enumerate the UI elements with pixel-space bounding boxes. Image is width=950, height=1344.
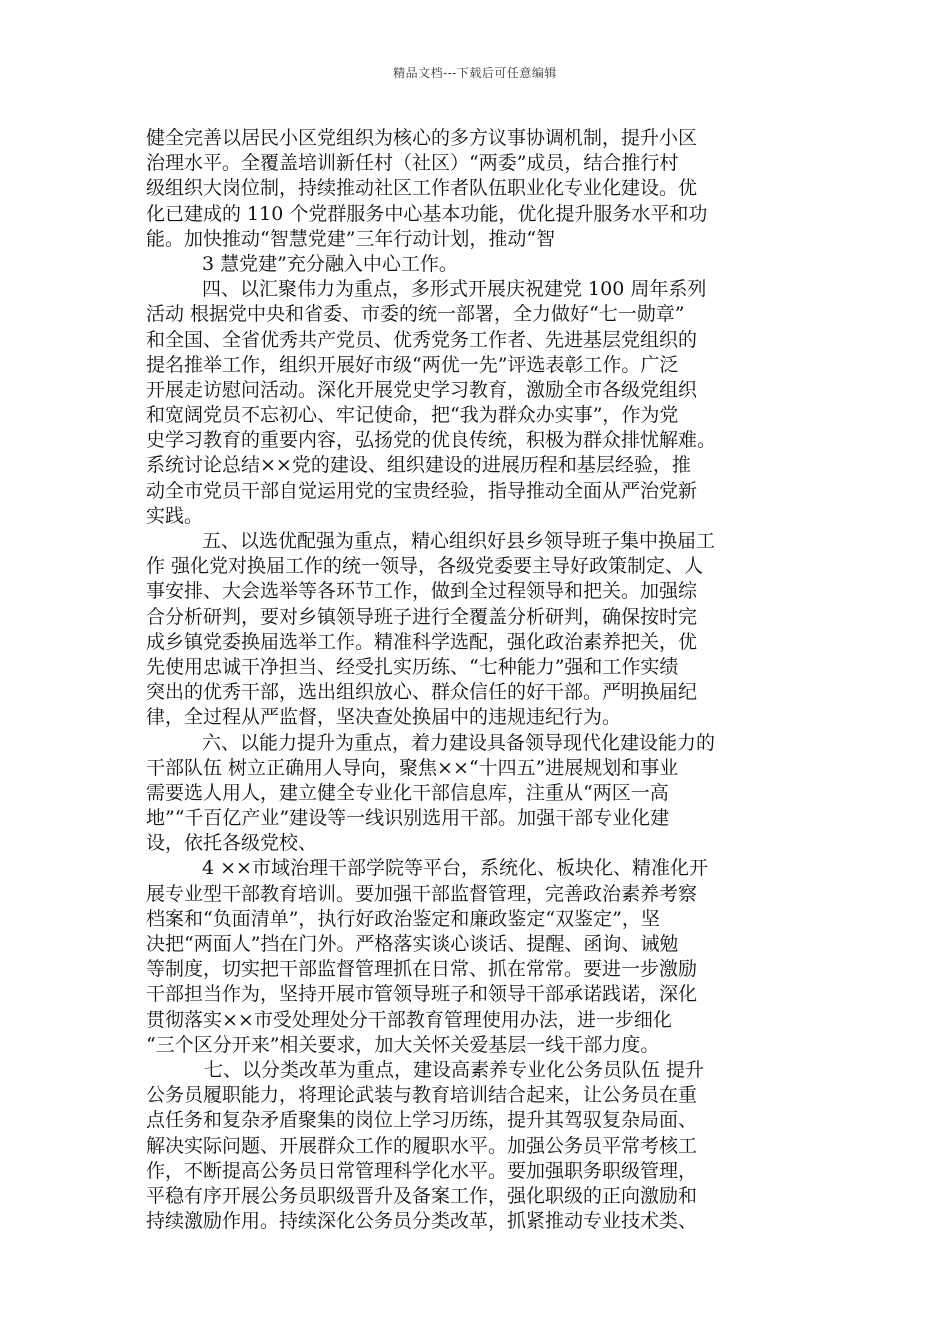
text-line: 治理水平。全覆盖培训新任村（社区）“两委”成员，结合推行村	[146, 152, 679, 175]
text-line: 展专业型干部教育培训。要加强干部监督管理，完善政治素养考察	[146, 882, 698, 905]
text-line: 干部队伍 树立正确用人导向，聚焦××“十四五”进展规划和事业	[146, 756, 679, 779]
text-line: 级组织大岗位制，持续推动社区工作者队伍职业化专业化建设。优	[146, 177, 698, 200]
section-heading-line: 七、以分类改革为重点，建设高素养专业化公务员队伍 提升	[204, 1058, 705, 1081]
text-line: 解决实际问题、开展群众工作的履职水平。加强公务员平常考核工	[146, 1134, 698, 1157]
section-heading-line: 四、以汇聚伟力为重点，多形式开展庆祝建党 100 周年系列	[202, 278, 707, 301]
text-line: “三个区分开来”相关要求，加大关怀关爱基层一线干部力度。	[146, 1033, 660, 1056]
text-line: 活动 根据党中央和省委、市委的统一部署，全力做好“七一勋章”	[146, 303, 685, 326]
text-line: 能。加快推动“智慧党建”三年行动计划，推动“智	[146, 227, 556, 250]
text-line: 作，不断提高公务员日常管理科学化水平。要加强职务职级管理，	[146, 1159, 698, 1182]
text-line: 动全市党员干部自觉运用党的宝贵经验，指导推动全面从严治党新	[146, 479, 698, 502]
text-line: 先使用忠诚干净担当、经受扎实历练、“七种能力”强和工作实绩	[146, 655, 679, 678]
text-line: 合分析研判，要对乡镇领导班子进行全覆盖分析研判，确保按时完	[146, 605, 698, 628]
text-line: 贯彻落实××市受处理处分干部教育管理使用办法，进一步细化	[146, 1008, 672, 1031]
text-line: 干部担当作为，坚持开展市管领导班子和领导干部承诺践诺，深化	[146, 983, 698, 1006]
text-line: 和全国、全省优秀共产党员、优秀党务工作者、先进基层党组织的	[146, 328, 698, 351]
text-line: 3 慧党建”充分融入中心工作。	[202, 252, 458, 275]
section-heading-line: 五、以选优配强为重点，精心组织好县乡领导班子集中换届工	[202, 530, 716, 552]
text-line: 等制度，切实把干部监督管理抓在日常、抓在常常。要进一步激励	[146, 958, 698, 981]
text-line: 事安排、大会选举等各环节工作，做到全过程领导和把关。加强综	[146, 580, 698, 603]
text-line: 公务员履职能力，将理论武装与教育培训结合起来，让公务员在重	[146, 1084, 698, 1107]
text-line: 史学习教育的重要内容，弘扬党的优良传统，积极为群众排忧解难。	[146, 429, 717, 452]
text-line: 系统讨论总结××党的建设、组织建设的进展历程和基层经验，推	[146, 454, 691, 477]
document-body	[146, 126, 826, 1259]
text-line: 档案和“负面清单”，执行好政治鉴定和廉政鉴定“双鉴定”，坚	[146, 907, 660, 930]
text-line: 设，依托各级党校、	[146, 832, 318, 855]
text-line: 健全完善以居民小区党组织为核心的多方议事协调机制，提升小区	[146, 127, 698, 149]
text-line: 开展走访慰问活动。深化开展党史学习教育，激励全市各级党组织	[146, 378, 698, 401]
text-line: 化已建成的 110 个党群服务中心基本功能，优化提升服务水平和功	[146, 202, 708, 225]
text-line: 需要选人用人，建立健全专业化干部信息库，注重从“两区一高	[146, 781, 669, 804]
text-line: 地”“千百亿产业”建设等一线识别选用干部。加强干部专业化建	[146, 807, 670, 830]
text-line: 平稳有序开展公务员职级晋升及备案工作，强化职级的正向激励和	[146, 1184, 698, 1207]
text-line: 4 ××市域治理干部学院等平台，系统化、板块化、精准化开	[202, 857, 708, 880]
page-header: 精品文档---下载后可任意编辑	[393, 66, 557, 80]
text-line: 提名推举工作，组织开展好市级“两优一先”评选表彰工作。广泛	[146, 353, 679, 376]
text-line: 点任务和复杂矛盾聚集的岗位上学习历练，提升其驾驭复杂局面、	[146, 1109, 698, 1132]
text-line: 持续激励作用。持续深化公务员分类改革，抓紧推动专业技术类、	[146, 1210, 698, 1233]
text-line: 实践。	[146, 504, 204, 527]
text-line	[146, 1234, 826, 1259]
text-line: 律，全过程从严监督，坚决查处换届中的违规违纪行为。	[146, 706, 622, 729]
section-heading-line: 六、以能力提升为重点，着力建设具备领导现代化建设能力的	[202, 731, 716, 754]
text-line: 和宽阔党员不忘初心、牢记使命，把“我为群众办实事”，作为党	[146, 404, 679, 427]
text-line: 成乡镇党委换届选举工作。精准科学选配，强化政治素养把关，优	[146, 630, 698, 653]
text-line: 突出的优秀干部，选出组织放心、群众信任的好干部。严明换届纪	[146, 681, 698, 704]
text-line: 决把“两面人”挡在门外。严格落实谈心谈话、提醒、函询、诫勉	[146, 933, 679, 955]
text-line: 作 强化党对换届工作的统一领导，各级党委要主导好政策制定、人	[146, 555, 704, 578]
